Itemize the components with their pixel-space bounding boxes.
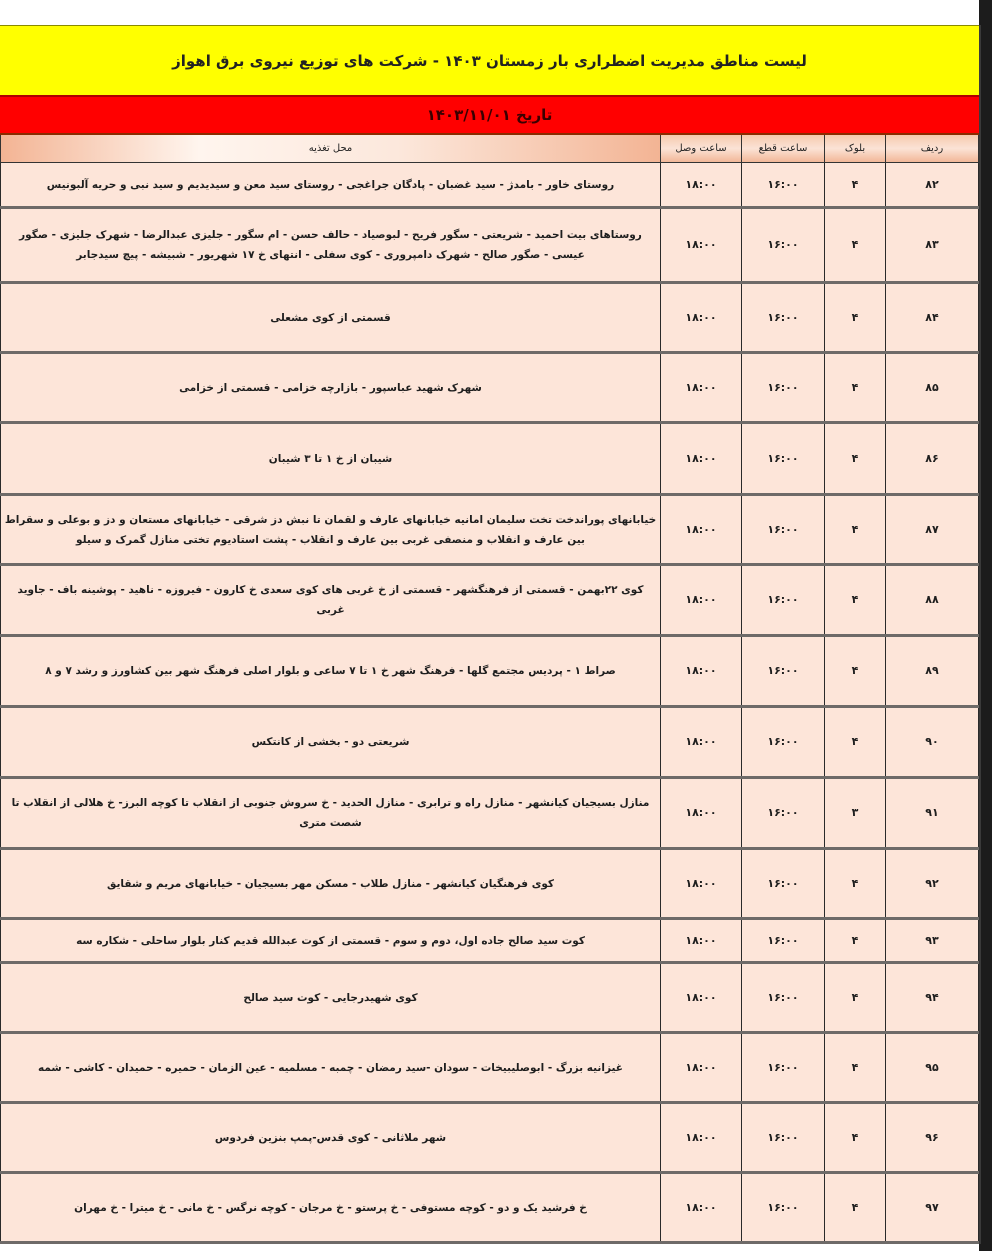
cell-location: صراط ۱ - پردیس مجتمع گلها - فرهنگ شهر خ ۱ تا ۷ ساعی و بلوار اصلی فرهنگ شهر بین کشاورز و رشد ۷ و ۸ (1, 636, 661, 707)
cell-cut-time: ۱۶:۰۰ (742, 1033, 825, 1103)
cell-cut-time: ۱۶:۰۰ (742, 1173, 825, 1243)
cell-cut-time: ۱۶:۰۰ (742, 283, 825, 353)
cell-connect-time: ۱۸:۰۰ (661, 1173, 742, 1243)
cell-cut-time: ۱۶:۰۰ (742, 849, 825, 919)
cell-connect-time: ۱۸:۰۰ (661, 353, 742, 423)
table-row (1, 849, 979, 919)
cell-row-number: ۸۲ (886, 163, 979, 208)
cell-row-number: ۹۴ (886, 963, 979, 1033)
cell-block: ۴ (825, 919, 886, 963)
cell-block: ۴ (825, 423, 886, 495)
cell-connect-time: ۱۸:۰۰ (661, 919, 742, 963)
table-row (1, 707, 979, 778)
cell-connect-time: ۱۸:۰۰ (661, 495, 742, 565)
cell-cut-time: ۱۶:۰۰ (742, 423, 825, 495)
cell-block: ۴ (825, 1103, 886, 1173)
cell-connect-time: ۱۸:۰۰ (661, 423, 742, 495)
table-row (1, 353, 979, 423)
cell-row-number: ۸۹ (886, 636, 979, 707)
cell-location: کوی فرهنگیان کیانشهر - منازل طلاب - مسکن مهر بسیجیان - خیابانهای مریم و شقایق (1, 849, 661, 919)
cell-row-number: ۹۰ (886, 707, 979, 778)
cell-connect-time: ۱۸:۰۰ (661, 1033, 742, 1103)
cell-location: کوی ۲۲بهمن - قسمتی از فرهنگشهر - قسمتی از خ غربی های کوی سعدی خ کارون - فیروزه - ناهید - پوشینه باف - جاوید غربی (1, 565, 661, 636)
table-row (1, 423, 979, 495)
cell-row-number: ۹۲ (886, 849, 979, 919)
cell-connect-time: ۱۸:۰۰ (661, 849, 742, 919)
cell-block: ۴ (825, 849, 886, 919)
cell-block: ۴ (825, 565, 886, 636)
cell-cut-time: ۱۶:۰۰ (742, 778, 825, 849)
table-row (1, 778, 979, 849)
document-title: لیست مناطق مدیریت اضطراری بار زمستان ۱۴۰۳ - شرکت های توزیع نیروی برق اهواز (0, 25, 979, 95)
cell-location: شهر ملاثانی - کوی قدس-پمپ بنزین فردوس (1, 1103, 661, 1173)
cell-block: ۴ (825, 283, 886, 353)
cell-cut-time: ۱۶:۰۰ (742, 707, 825, 778)
cell-location: خ فرشید یک و دو - کوچه مستوفی - خ پرستو - خ مرجان - کوچه نرگس - خ مانی - خ میترا - خ مهران (1, 1173, 661, 1243)
cell-cut-time: ۱۶:۰۰ (742, 208, 825, 283)
cell-connect-time: ۱۸:۰۰ (661, 778, 742, 849)
header-location: محل تغذیه (1, 134, 661, 163)
cell-connect-time: ۱۸:۰۰ (661, 707, 742, 778)
table-row (1, 1103, 979, 1173)
outage-table (0, 133, 979, 1244)
table-row (1, 636, 979, 707)
cell-connect-time: ۱۸:۰۰ (661, 1103, 742, 1173)
cell-location: شهرک شهید عباسپور - بازارچه خزامی - قسمتی از خزامی (1, 353, 661, 423)
cell-connect-time: ۱۸:۰۰ (661, 163, 742, 208)
cell-row-number: ۸۶ (886, 423, 979, 495)
table-row (1, 963, 979, 1033)
cell-row-number: ۹۶ (886, 1103, 979, 1173)
cell-cut-time: ۱۶:۰۰ (742, 495, 825, 565)
table-row (1, 495, 979, 565)
table-row (1, 1173, 979, 1243)
table-row (1, 283, 979, 353)
document-date: تاریخ ۱۴۰۳/۱۱/۰۱ (0, 95, 979, 133)
cell-row-number: ۹۱ (886, 778, 979, 849)
header-cut-time: ساعت قطع (742, 134, 825, 163)
cell-block: ۴ (825, 495, 886, 565)
cell-row-number: ۹۷ (886, 1173, 979, 1243)
cell-block: ۴ (825, 163, 886, 208)
cell-location: کوت سید صالح جاده اول، دوم و سوم - قسمتی از کوت عبدالله قدیم کنار بلوار ساحلی - شکاره سه (1, 919, 661, 963)
cell-cut-time: ۱۶:۰۰ (742, 963, 825, 1033)
header-row-number: ردیف (886, 134, 979, 163)
cell-row-number: ۹۵ (886, 1033, 979, 1103)
cell-connect-time: ۱۸:۰۰ (661, 636, 742, 707)
cell-block: ۴ (825, 1173, 886, 1243)
header-block: بلوک (825, 134, 886, 163)
cell-block: ۴ (825, 636, 886, 707)
cell-location: غیزانیه بزرگ - ابوصلیبیخات - سودان -سید رمضان - چمبه - مسلمیه - عین الزمان - حمیره - حمیدان - کاشی - شمه (1, 1033, 661, 1103)
cell-row-number: ۸۴ (886, 283, 979, 353)
cell-location: منازل بسیجیان کیانشهر - منازل راه و ترابری - منازل الحدید - خ سروش جنوبی از انقلاب تا کوچه البرز- خ هلالی از انقلاب تا شصت متری (1, 778, 661, 849)
table-header-row (1, 134, 979, 163)
cell-location: شیبان از خ ۱ تا ۳ شیبان (1, 423, 661, 495)
cell-cut-time: ۱۶:۰۰ (742, 163, 825, 208)
table-row (1, 565, 979, 636)
cell-cut-time: ۱۶:۰۰ (742, 919, 825, 963)
cell-connect-time: ۱۸:۰۰ (661, 565, 742, 636)
outage-schedule-sheet (0, 25, 981, 1244)
cell-block: ۳ (825, 778, 886, 849)
cell-row-number: ۸۷ (886, 495, 979, 565)
cell-block: ۴ (825, 707, 886, 778)
cell-location: خیابانهای پوراندخت تخت سلیمان امانیه خیابانهای عارف و لقمان تا نبش دز شرقی - خیابانهای مستعان و دز و بوعلی و سقراط بین عارف و انقلاب و منصفی غربی بین عارف و انقلاب - پشت استادیوم تختی منازل گمرک و سیلو (1, 495, 661, 565)
cell-block: ۴ (825, 963, 886, 1033)
cell-connect-time: ۱۸:۰۰ (661, 208, 742, 283)
cell-cut-time: ۱۶:۰۰ (742, 565, 825, 636)
cell-location: قسمتی از کوی مشعلی (1, 283, 661, 353)
cell-location: روستای خاور - بامدژ - سید غضبان - پادگان جراغجی - روستای سید معن و سیدیدیم و سید نبی و حریه آلبونیس (1, 163, 661, 208)
table-row (1, 208, 979, 283)
cell-block: ۴ (825, 1033, 886, 1103)
table-row (1, 1033, 979, 1103)
cell-cut-time: ۱۶:۰۰ (742, 1103, 825, 1173)
cell-connect-time: ۱۸:۰۰ (661, 963, 742, 1033)
cell-location: شریعتی دو - بخشی از کانتکس (1, 707, 661, 778)
header-connect-time: ساعت وصل (661, 134, 742, 163)
cell-row-number: ۹۳ (886, 919, 979, 963)
cell-block: ۴ (825, 208, 886, 283)
cell-block: ۴ (825, 353, 886, 423)
table-row (1, 919, 979, 963)
cell-row-number: ۸۳ (886, 208, 979, 283)
cell-cut-time: ۱۶:۰۰ (742, 353, 825, 423)
table-row (1, 163, 979, 208)
cell-location: کوی شهیدرجایی - کوت سید صالح (1, 963, 661, 1033)
cell-row-number: ۸۵ (886, 353, 979, 423)
cell-row-number: ۸۸ (886, 565, 979, 636)
cell-cut-time: ۱۶:۰۰ (742, 636, 825, 707)
cell-location: روستاهای بیت احمید - شریعتی - سگور فریح - لبوصیاد - حالف حسن - ام سگور - جلیزی عبدالرضا - شهرک جلیزی - صگور عیسی - صگور صالح - شهرک دامپروری - کوی سفلی - انتهای خ ۱۷ شهریور - شبیشه - پیچ سیدجابر (1, 208, 661, 283)
cell-connect-time: ۱۸:۰۰ (661, 283, 742, 353)
